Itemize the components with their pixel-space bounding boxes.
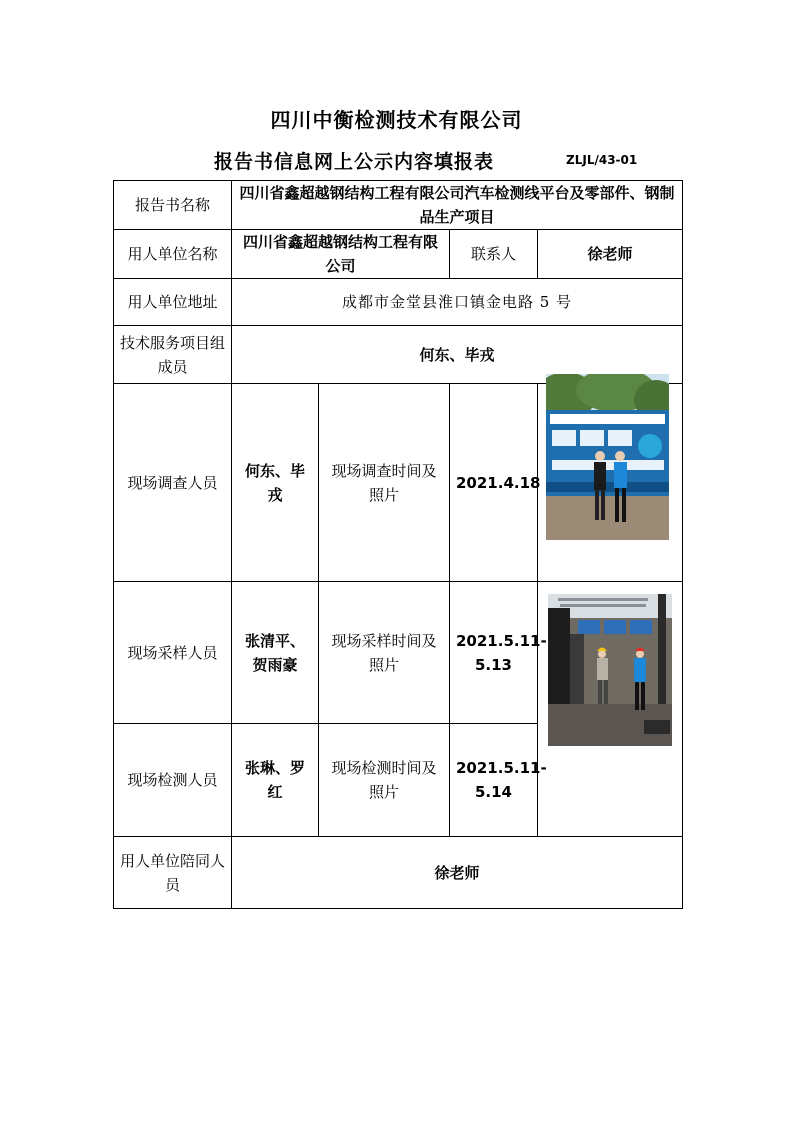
survey-people: 何东、毕戎 [232, 384, 319, 582]
members-label: 技术服务项目组成员 [114, 326, 232, 384]
survey-photo-image [546, 374, 669, 540]
sampling-photo [548, 594, 672, 746]
testing-time-label: 现场检测时间及照片 [319, 724, 450, 837]
members-value: 何东、毕戎 [232, 326, 683, 384]
accompany-label: 用人单位陪同人员 [114, 837, 232, 909]
employer-value: 四川省鑫超越钢结构工程有限公司 [232, 230, 450, 279]
form-code: ZLJL/43-01 [566, 153, 638, 167]
testing-label: 现场检测人员 [114, 724, 232, 837]
sampling-date: 2021.5.11-5.13 [450, 582, 538, 724]
testing-date: 2021.5.11-5.14 [450, 724, 538, 837]
sampling-people: 张清平、贺雨豪 [232, 582, 319, 724]
survey-label: 现场调查人员 [114, 384, 232, 582]
survey-time-label: 现场调查时间及照片 [319, 384, 450, 582]
company-name: 四川中衡检测技术有限公司 [270, 108, 523, 132]
sampling-label: 现场采样人员 [114, 582, 232, 724]
form-title: 报告书信息网上公示内容填报表 [214, 151, 495, 173]
sampling-time-label: 现场采样时间及照片 [319, 582, 450, 724]
contact-label: 联系人 [450, 230, 538, 279]
employer-label: 用人单位名称 [114, 230, 232, 279]
survey-photo-cell [538, 384, 683, 582]
report-table [113, 180, 683, 909]
address-value: 成都市金堂县淮口镇金电路 5 号 [232, 279, 683, 326]
survey-photo [546, 374, 669, 540]
address-label: 用人单位地址 [114, 279, 232, 326]
contact-value: 徐老师 [538, 230, 683, 279]
accompany-value: 徐老师 [232, 837, 683, 909]
sampling-photo-cell [538, 582, 683, 837]
report-name-value: 四川省鑫超越钢结构工程有限公司汽车检测线平台及零部件、钢制品生产项目 [232, 181, 683, 230]
report-name-label: 报告书名称 [114, 181, 232, 230]
survey-date: 2021.4.18 [450, 384, 538, 582]
sampling-photo-image [548, 594, 672, 746]
testing-people: 张琳、罗红 [232, 724, 319, 837]
